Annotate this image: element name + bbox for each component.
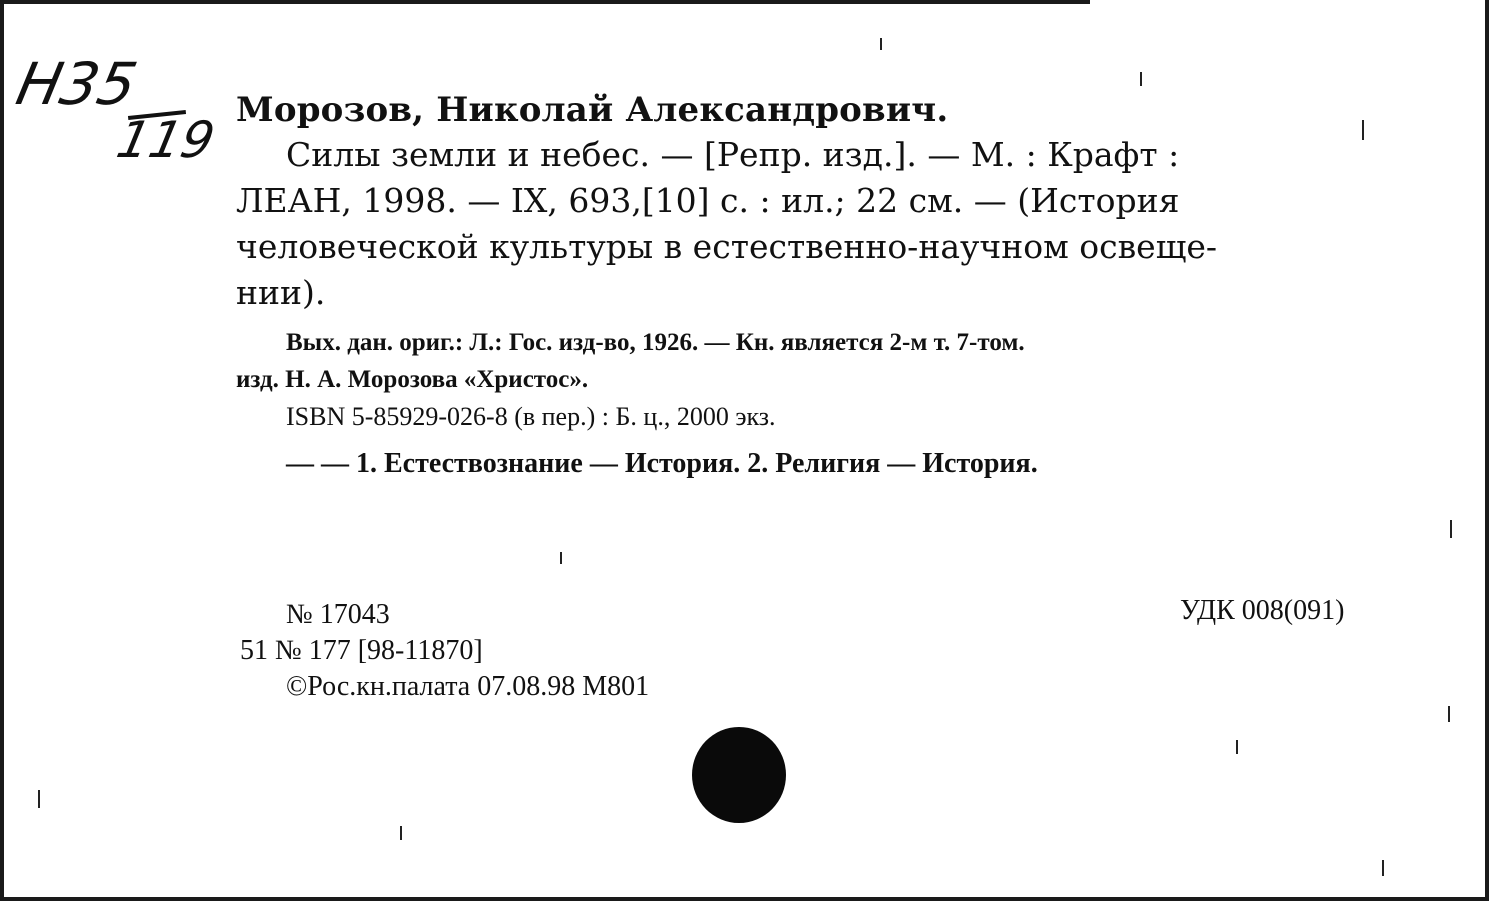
scan-speck bbox=[1140, 72, 1142, 86]
punch-hole bbox=[692, 727, 786, 823]
note-line-2: изд. Н. А. Морозова «Христос». bbox=[236, 366, 589, 393]
scan-speck bbox=[1382, 860, 1384, 876]
card-edge-left bbox=[0, 0, 4, 901]
notes bbox=[236, 324, 1396, 398]
card-edge-top bbox=[0, 0, 1090, 4]
description-line-2: ЛЕАН, 1998. — IX, 693,[10] с. : ил.; 22 см. — (История bbox=[236, 181, 1180, 220]
author-heading: Морозов, Николай Александрович. bbox=[236, 90, 949, 130]
registration-numbers bbox=[240, 597, 649, 705]
number-line-1: № 17043 bbox=[286, 599, 390, 630]
card-edge-right bbox=[1485, 0, 1489, 901]
isbn-line: ISBN 5-85929-026-8 (в пер.) : Б. ц., 2000 экз. bbox=[286, 402, 776, 431]
scan-speck bbox=[38, 790, 40, 808]
number-line-3: ©Рос.кн.палата 07.08.98 М801 bbox=[286, 671, 650, 702]
number-line-2: 51 № 177 [98-11870] bbox=[240, 635, 483, 666]
scan-speck bbox=[1362, 120, 1364, 140]
title-description bbox=[236, 132, 1396, 316]
note-line-1: Вых. дан. ориг.: Л.: Гос. изд-во, 1926. — Кн. является 2-м т. 7-том. bbox=[286, 329, 1025, 356]
description-line-3: человеческой культуры в естественно-научном освеще- bbox=[236, 227, 1218, 266]
scan-speck bbox=[1236, 740, 1238, 754]
scan-speck bbox=[400, 826, 402, 840]
scan-speck bbox=[880, 38, 882, 50]
card-edge-bottom bbox=[0, 897, 1489, 901]
udc-code: УДК 008(091) bbox=[1180, 595, 1345, 626]
description-line-1: Силы земли и небес. — [Репр. изд.]. — М. : Крафт : bbox=[286, 135, 1180, 174]
subject-headings: — — 1. Естествознание — История. 2. Религия — История. bbox=[286, 448, 1038, 479]
handwritten-shelfmark bbox=[10, 50, 220, 175]
description-line-4: нии). bbox=[236, 273, 326, 312]
bibliographic-record bbox=[236, 88, 1396, 436]
scan-speck bbox=[1448, 706, 1450, 722]
scan-speck bbox=[560, 552, 562, 564]
scan-speck bbox=[1450, 520, 1452, 538]
shelfmark-bottom: 119 bbox=[111, 111, 220, 169]
shelfmark-top: Н35 bbox=[10, 50, 143, 118]
